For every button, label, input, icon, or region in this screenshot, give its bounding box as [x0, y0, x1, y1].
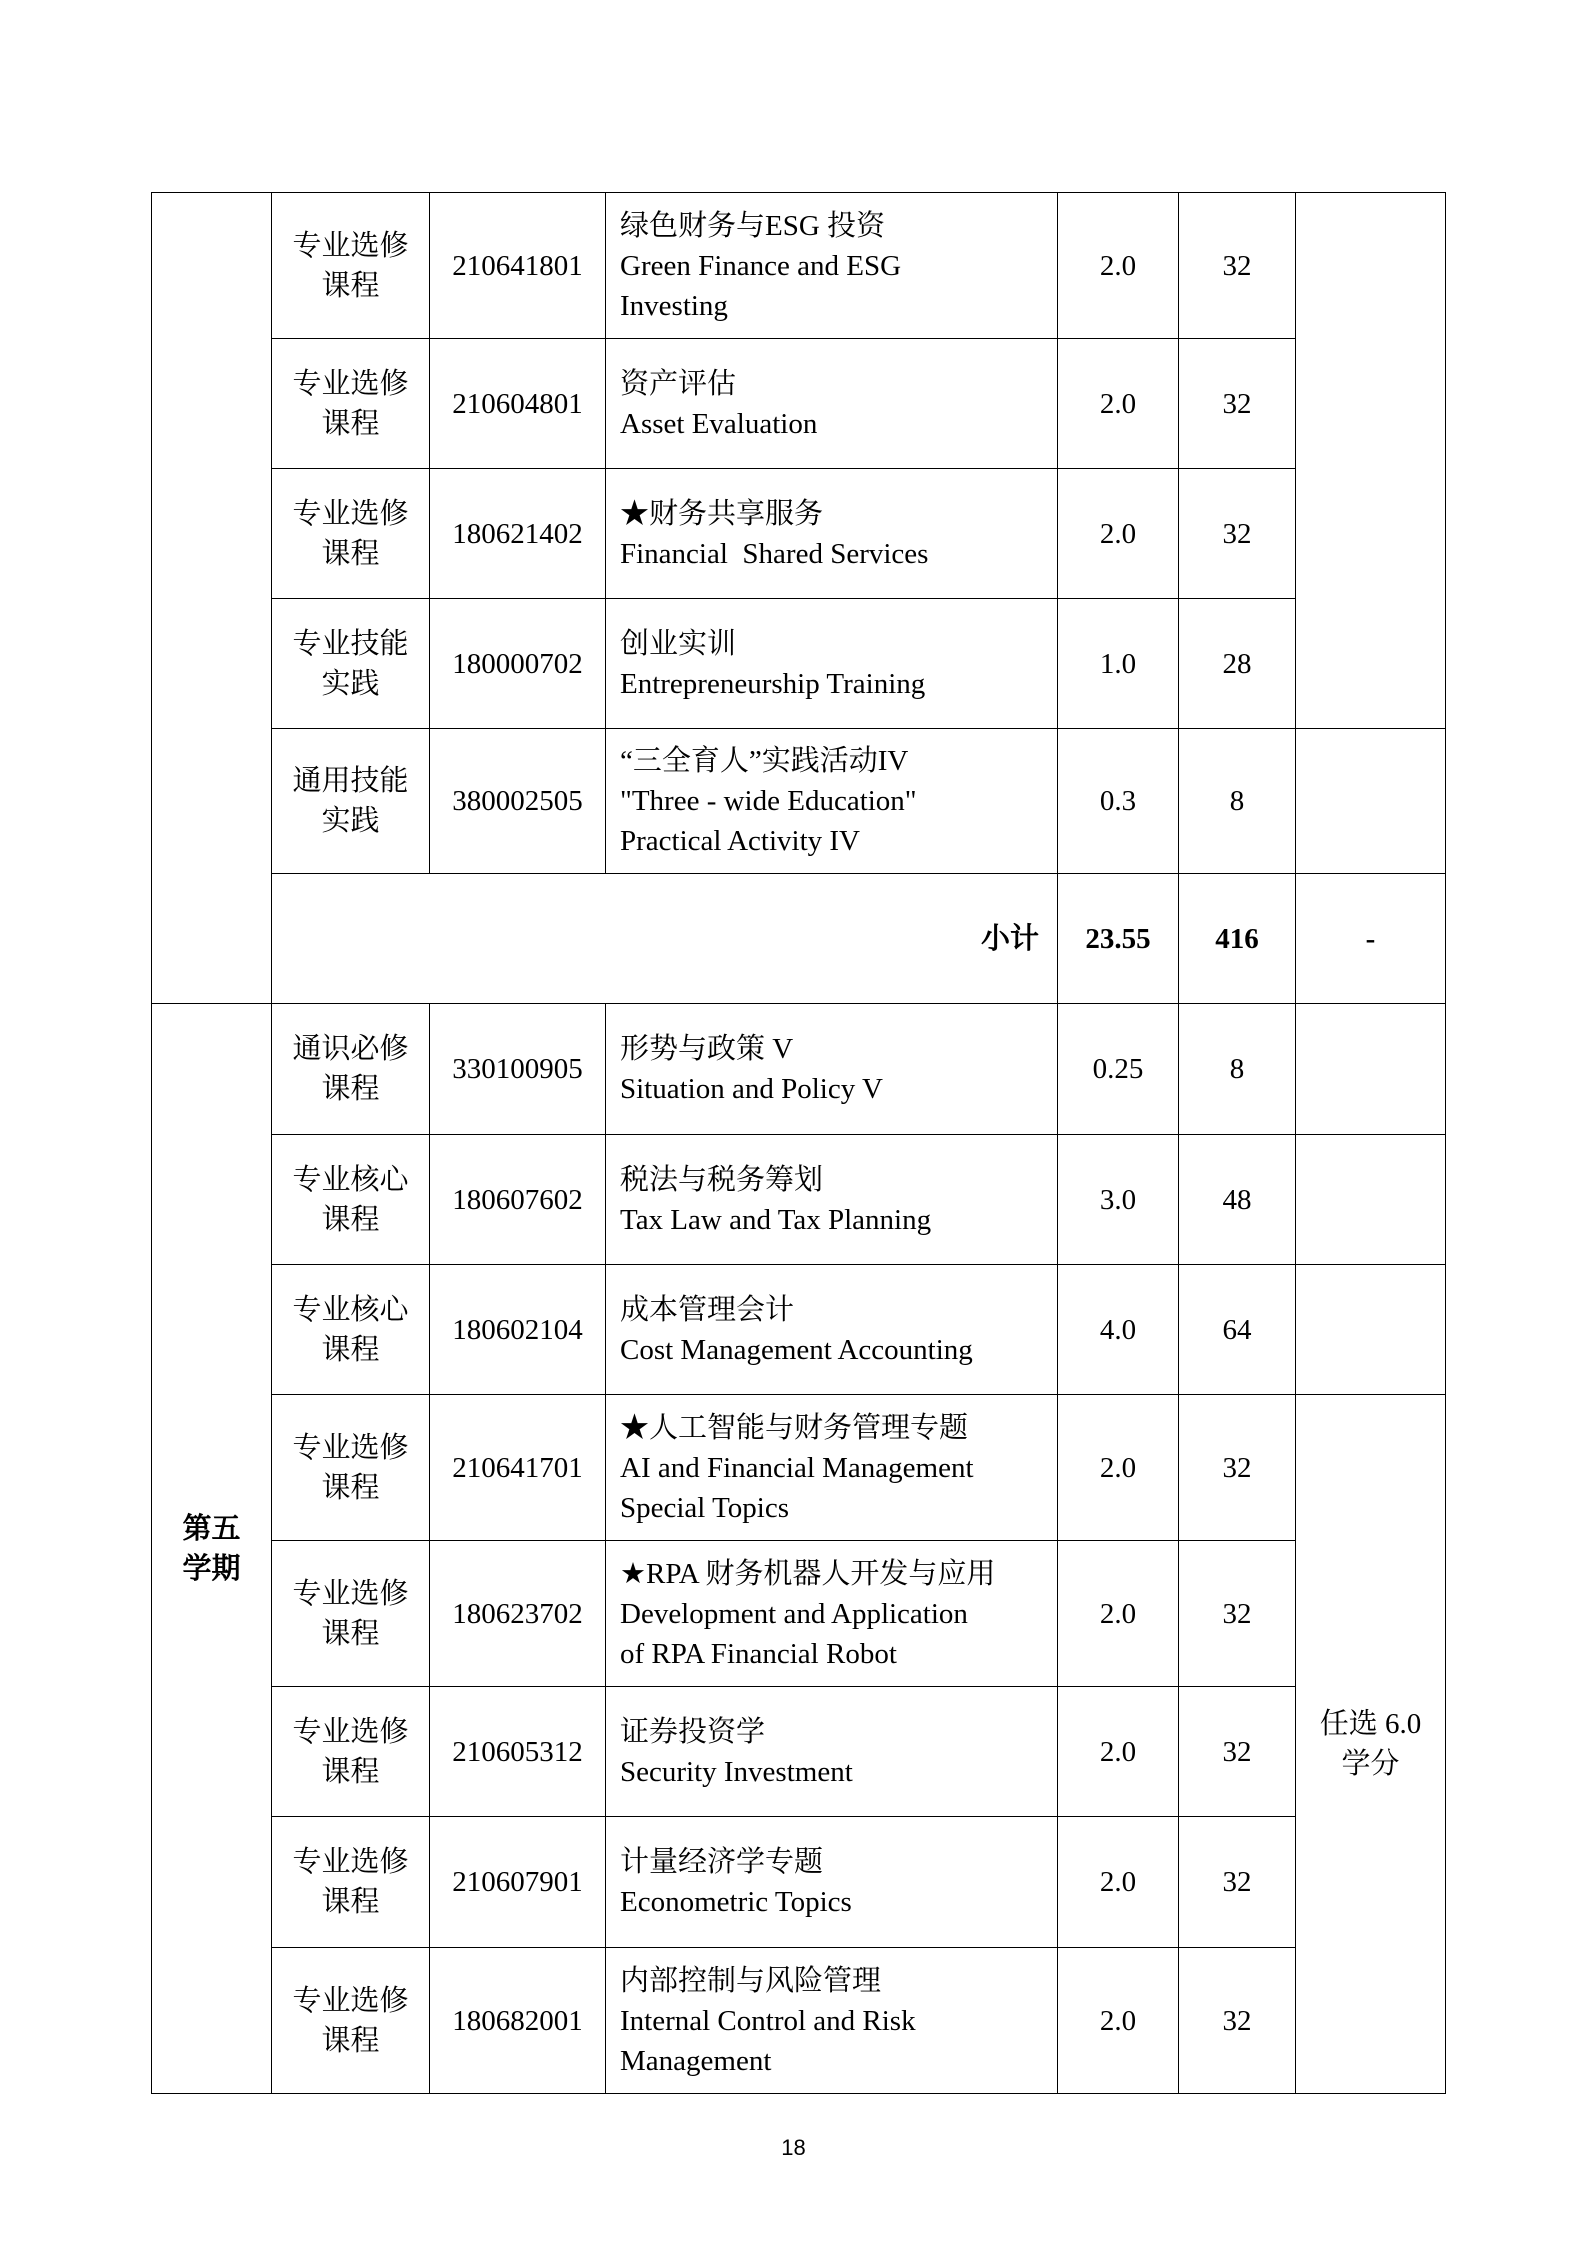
table-row: [152, 339, 1446, 469]
course-code-cell: 210641801: [430, 193, 606, 339]
credits-cell: 2.0: [1058, 469, 1179, 599]
table-row: [152, 193, 1446, 339]
note-cell-empty: [1296, 729, 1446, 874]
table-row: [152, 729, 1446, 874]
course-code-cell: 380002505: [430, 729, 606, 874]
course-name-cell: 证券投资学 Security Investment: [606, 1687, 1058, 1817]
note-cell-empty: [1296, 1265, 1446, 1395]
credits-cell: 2.0: [1058, 1541, 1179, 1687]
page-number: 18: [781, 2135, 806, 2160]
course-name-cell: 成本管理会计 Cost Management Accounting: [606, 1265, 1058, 1395]
hours-cell: 32: [1179, 469, 1296, 599]
credits-cell: 0.3: [1058, 729, 1179, 874]
subtotal-row: [152, 874, 1446, 1004]
course-name-cell: 税法与税务筹划 Tax Law and Tax Planning: [606, 1135, 1058, 1265]
course-type-cell: 专业选修 课程: [272, 193, 430, 339]
hours-cell: 28: [1179, 599, 1296, 729]
table-row: [152, 1817, 1446, 1948]
credits-cell: 2.0: [1058, 339, 1179, 469]
course-name-cell: 创业实训 Entrepreneurship Training: [606, 599, 1058, 729]
note-cell-empty: [1296, 193, 1446, 729]
course-code-cell: 180623702: [430, 1541, 606, 1687]
credits-cell: 2.0: [1058, 193, 1179, 339]
table-row: [152, 1265, 1446, 1395]
hours-cell: 32: [1179, 1948, 1296, 2094]
course-name-cell: ★人工智能与财务管理专题 AI and Financial Management Special Topics: [606, 1395, 1058, 1541]
table-row: [152, 599, 1446, 729]
table-row: [152, 1948, 1446, 2094]
table-row: [152, 469, 1446, 599]
credits-cell: 4.0: [1058, 1265, 1179, 1395]
course-type-cell: 专业技能 实践: [272, 599, 430, 729]
table-row: [152, 1687, 1446, 1817]
course-code-cell: 210604801: [430, 339, 606, 469]
course-type-cell: 专业选修 课程: [272, 469, 430, 599]
hours-cell: 64: [1179, 1265, 1296, 1395]
curriculum-table: [151, 192, 1446, 2094]
course-code-cell: 180607602: [430, 1135, 606, 1265]
course-name-cell: ★财务共享服务 Financial Shared Services: [606, 469, 1058, 599]
credits-cell: 2.0: [1058, 1687, 1179, 1817]
course-type-cell: 专业选修 课程: [272, 1817, 430, 1948]
course-type-cell: 专业核心 课程: [272, 1135, 430, 1265]
course-name-cell: 绿色财务与ESG 投资 Green Finance and ESG Investing: [606, 193, 1058, 339]
course-code-cell: 210605312: [430, 1687, 606, 1817]
course-code-cell: 180000702: [430, 599, 606, 729]
semester-label: 第五 学期: [152, 1004, 272, 2094]
table-row: [152, 1135, 1446, 1265]
course-code-cell: 180602104: [430, 1265, 606, 1395]
hours-cell: 8: [1179, 729, 1296, 874]
course-name-cell: 资产评估 Asset Evaluation: [606, 339, 1058, 469]
note-cell-empty: [1296, 1004, 1446, 1135]
course-type-cell: 专业选修 课程: [272, 1541, 430, 1687]
course-code-cell: 210641701: [430, 1395, 606, 1541]
course-type-cell: 专业选修 课程: [272, 339, 430, 469]
hours-cell: 32: [1179, 339, 1296, 469]
credits-cell: 2.0: [1058, 1817, 1179, 1948]
course-type-cell: 通识必修 课程: [272, 1004, 430, 1135]
hours-cell: 8: [1179, 1004, 1296, 1135]
subtotal-hours: 416: [1179, 874, 1296, 1004]
course-type-cell: 专业选修 课程: [272, 1687, 430, 1817]
subtotal-label: 小计: [272, 874, 1058, 1004]
subtotal-note: -: [1296, 874, 1446, 1004]
credits-cell: 1.0: [1058, 599, 1179, 729]
note-cell-empty: [1296, 1135, 1446, 1265]
course-type-cell: 专业选修 课程: [272, 1395, 430, 1541]
course-name-cell: 形势与政策 V Situation and Policy V: [606, 1004, 1058, 1135]
hours-cell: 32: [1179, 1687, 1296, 1817]
table-row: [152, 1395, 1446, 1541]
hours-cell: 32: [1179, 193, 1296, 339]
course-code-cell: 210607901: [430, 1817, 606, 1948]
course-type-cell: 专业核心 课程: [272, 1265, 430, 1395]
course-type-cell: 通用技能 实践: [272, 729, 430, 874]
course-name-cell: “三全育人”实践活动IV "Three - wide Education" Practical Activity IV: [606, 729, 1058, 874]
course-type-cell: 专业选修 课程: [272, 1948, 430, 2094]
elective-note: 任选 6.0 学分: [1296, 1395, 1446, 2094]
credits-cell: 2.0: [1058, 1948, 1179, 2094]
semester-cell-empty: [152, 193, 272, 1004]
credits-cell: 0.25: [1058, 1004, 1179, 1135]
credits-cell: 2.0: [1058, 1395, 1179, 1541]
course-code-cell: 330100905: [430, 1004, 606, 1135]
subtotal-credits: 23.55: [1058, 874, 1179, 1004]
table-row: [152, 1541, 1446, 1687]
hours-cell: 32: [1179, 1541, 1296, 1687]
course-code-cell: 180682001: [430, 1948, 606, 2094]
hours-cell: 32: [1179, 1817, 1296, 1948]
table-row: [152, 1004, 1446, 1135]
course-name-cell: ★RPA 财务机器人开发与应用 Development and Application of RPA Financial Robot: [606, 1541, 1058, 1687]
hours-cell: 48: [1179, 1135, 1296, 1265]
credits-cell: 3.0: [1058, 1135, 1179, 1265]
course-name-cell: 内部控制与风险管理 Internal Control and Risk Management: [606, 1948, 1058, 2094]
hours-cell: 32: [1179, 1395, 1296, 1541]
course-name-cell: 计量经济学专题 Econometric Topics: [606, 1817, 1058, 1948]
course-code-cell: 180621402: [430, 469, 606, 599]
